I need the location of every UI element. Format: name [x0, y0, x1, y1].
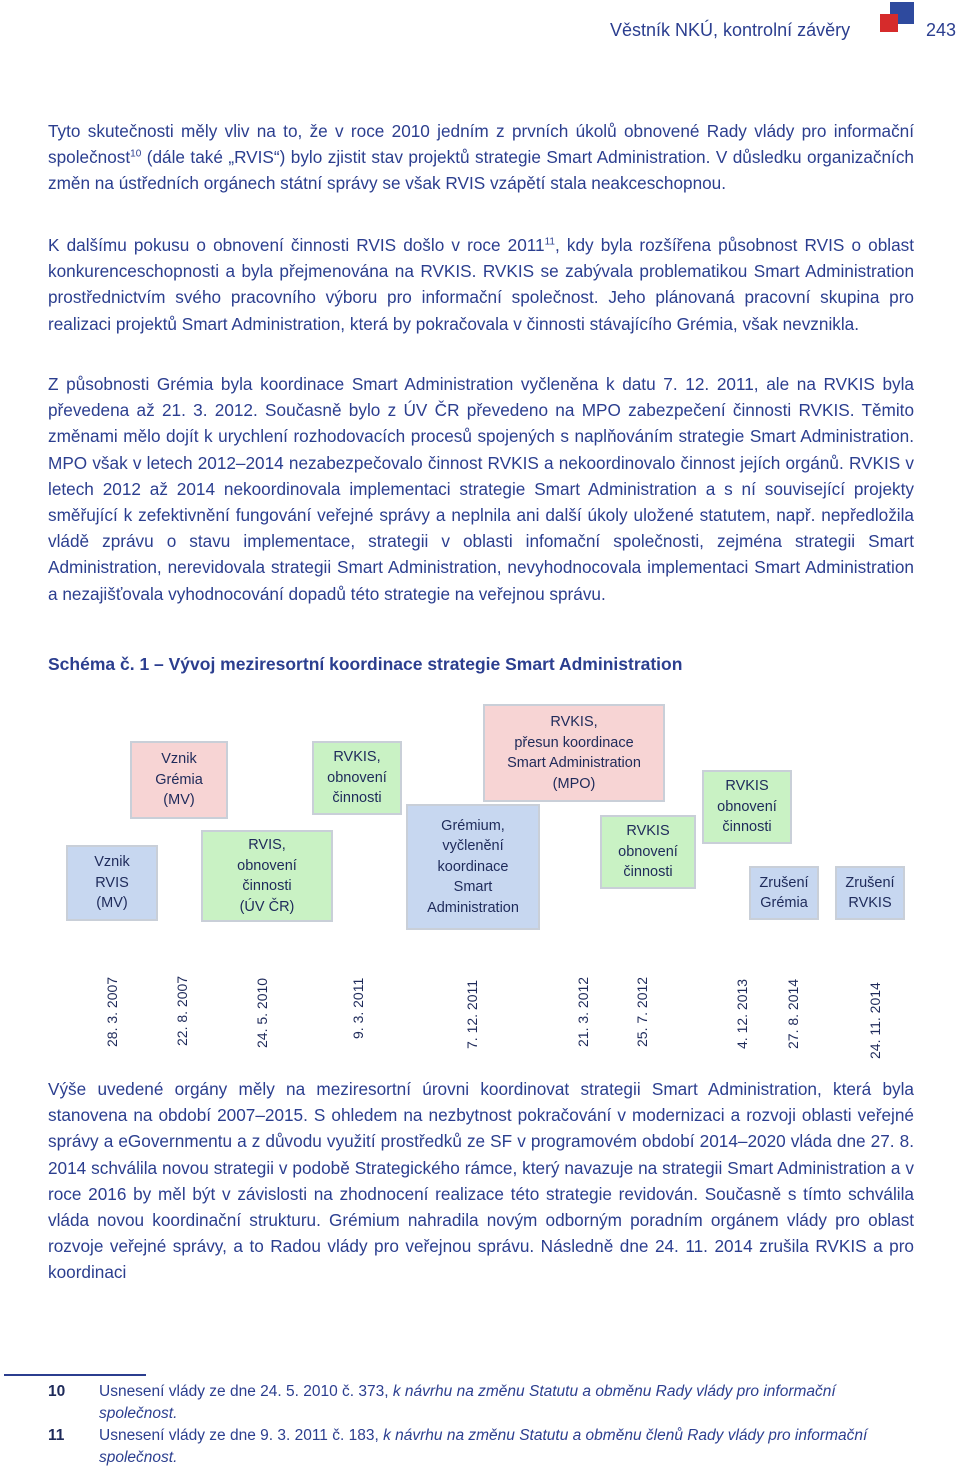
page-number: 243	[926, 20, 957, 40]
box-rvis-obnoveni: RVIS, obnovení činnosti (ÚV ČR)	[201, 830, 333, 922]
nku-logo-icon	[880, 2, 916, 38]
box-gremium-vycleneni: Grémium, vyčlenění koordinace Smart Administration	[406, 804, 540, 930]
footnote-11: Usnesení vlády ze dne 9. 3. 2011 č. 183, k návrhu na změnu Statutu a obměnu členů Rady vlády pro informační společnost.	[99, 1427, 868, 1466]
date-label: 25. 7. 2012	[634, 976, 650, 1047]
footnote-number-11: 11	[48, 1427, 65, 1444]
running-header-title: Věstník NKÚ, kontrolní závěry	[610, 20, 851, 40]
footnote-10: Usnesení vlády ze dne 24. 5. 2010 č. 373, k návrhu na změnu Statutu a obměnu Rady vlády pro informační společnost.	[99, 1383, 836, 1422]
paragraph-3: Z působnosti Grémia byla koordinace Smart Administration vyčleněna k datu 7. 12. 2011, ale na RVKIS byla převedena až 21. 3. 2012. Současně bylo z ÚV ČR převedeno na MPO zabezpečení činnosti RVKIS. Těmito změnami mělo dojít k urychlení rozhodovacích procesů spojených s naplňováním strategie Smart Administration. MPO však v letech 2012–2014 nezabezpečovalo činnost RVKIS a nekoordinovalo činnost jejích orgánů. RVKIS v letech 2012 až 2014 nekoordinovala implementaci strategie Smart Administration a s ní související projekty směřující k zefektivnění fungování veřejné správy a neplnila ani další úkoly uložené statutem, např. nepředložila vládě zprávu o stavu implementace, strategii v oblasti infomační společnosti, zejména strategii Smart Administration, nerevidovala strategii Smart Administration, nevyhodnocovala implementaci Smart Administration a nezajišťovala vyhodnocování dopadů této strategie na veřejnou správu.	[48, 374, 914, 604]
box-zruseni-gremia: Zrušení Grémia	[749, 866, 819, 920]
box-rvkis-presun: RVKIS, přesun koordinace Smart Administration (MPO)	[483, 704, 665, 802]
box-rvkis-obnoveni-3: RVKIS obnovení činnosti	[702, 770, 792, 844]
scheme-title: Schéma č. 1 – Vývoj meziresortní koordinace strategie Smart Administration	[48, 654, 683, 674]
date-label: 28. 3. 2007	[104, 976, 120, 1047]
footnote-ref-11[interactable]: 11	[544, 236, 555, 248]
date-label: 24. 5. 2010	[254, 977, 270, 1048]
date-label: 24. 11. 2014	[867, 982, 883, 1059]
box-zruseni-rvkis: Zrušení RVKIS	[835, 866, 905, 920]
date-label: 21. 3. 2012	[575, 976, 591, 1047]
box-rvkis-obnoveni-2: RVKIS obnovení činnosti	[600, 815, 696, 889]
footnote-separator	[4, 1374, 146, 1376]
footnote-ref-10[interactable]: 10	[130, 148, 142, 160]
box-vznik-gremia: Vznik Grémia (MV)	[130, 741, 228, 819]
box-vznik-rvis: Vznik RVIS (MV)	[66, 845, 158, 921]
date-label: 7. 12. 2011	[464, 979, 480, 1049]
date-label: 9. 3. 2011	[350, 977, 366, 1039]
date-label: 27. 8. 2014	[785, 978, 801, 1049]
footnote-number-10: 10	[48, 1383, 66, 1400]
date-label: 4. 12. 2013	[734, 978, 750, 1049]
paragraph-2: K dalšímu pokusu o obnovení činnosti RVIS došlo v roce 2011$^{11}$, kdy byla rozšířena působnost RVIS o oblast konkurenceschopnosti a byla přejmenována na RVKIS. RVKIS se zabývala problematikou Smart Administration prostřednictvím svého pracovního výboru pro informační společnost. Jeho plánovaná pracovní skupina pro realizaci projektů Smart Administration, která by pokračovala v činnosti stávajícího Grémia, však nevznikla.	[48, 235, 915, 334]
date-label: 22. 8. 2007	[174, 975, 190, 1046]
paragraph-4: Výše uvedené orgány měly na meziresortní úrovni koordinovat strategii Smart Administration, která byla stanovena na období 2007–2015. S ohledem na nezbytnost pokračování v modernizaci a rozvoji oblasti veřejné správy a eGovernmentu a z důvodu využití prostředků ze SF v programovém období 2014–2020 vláda dne 27. 8. 2014 schválila novou strategii v podobě Strategického rámce, který navazuje na strategii Smart Administration a v roce 2016 by měl být v závislosti na zhodnocení realizace této strategie revidován. Současně s tímto schválila vláda novou koordinační strukturu. Grémium nahradila novým odborným poradním orgánem vlády pro oblast rozvoje veřejné správy, a to Radou vlády pro veřejnou správu. Následně dne 24. 11. 2014 zrušila RVKIS a pro koordinaci	[48, 1079, 914, 1283]
paragraph-1: Tyto skutečnosti měly vliv na to, že v roce 2010 jedním z prvních úkolů obnovené Rady vlády pro informační společnost$^{10}$ (dále také „RVIS“) bylo zjistit stav projektů strategie Smart Administration. V důsledku organizačních změn na ústředních orgánech státní správy se však RVIS vzápětí stala neakceschopnou.	[48, 121, 914, 194]
box-rvkis-obnoveni-1: RVKIS, obnovení činnosti	[312, 741, 402, 815]
